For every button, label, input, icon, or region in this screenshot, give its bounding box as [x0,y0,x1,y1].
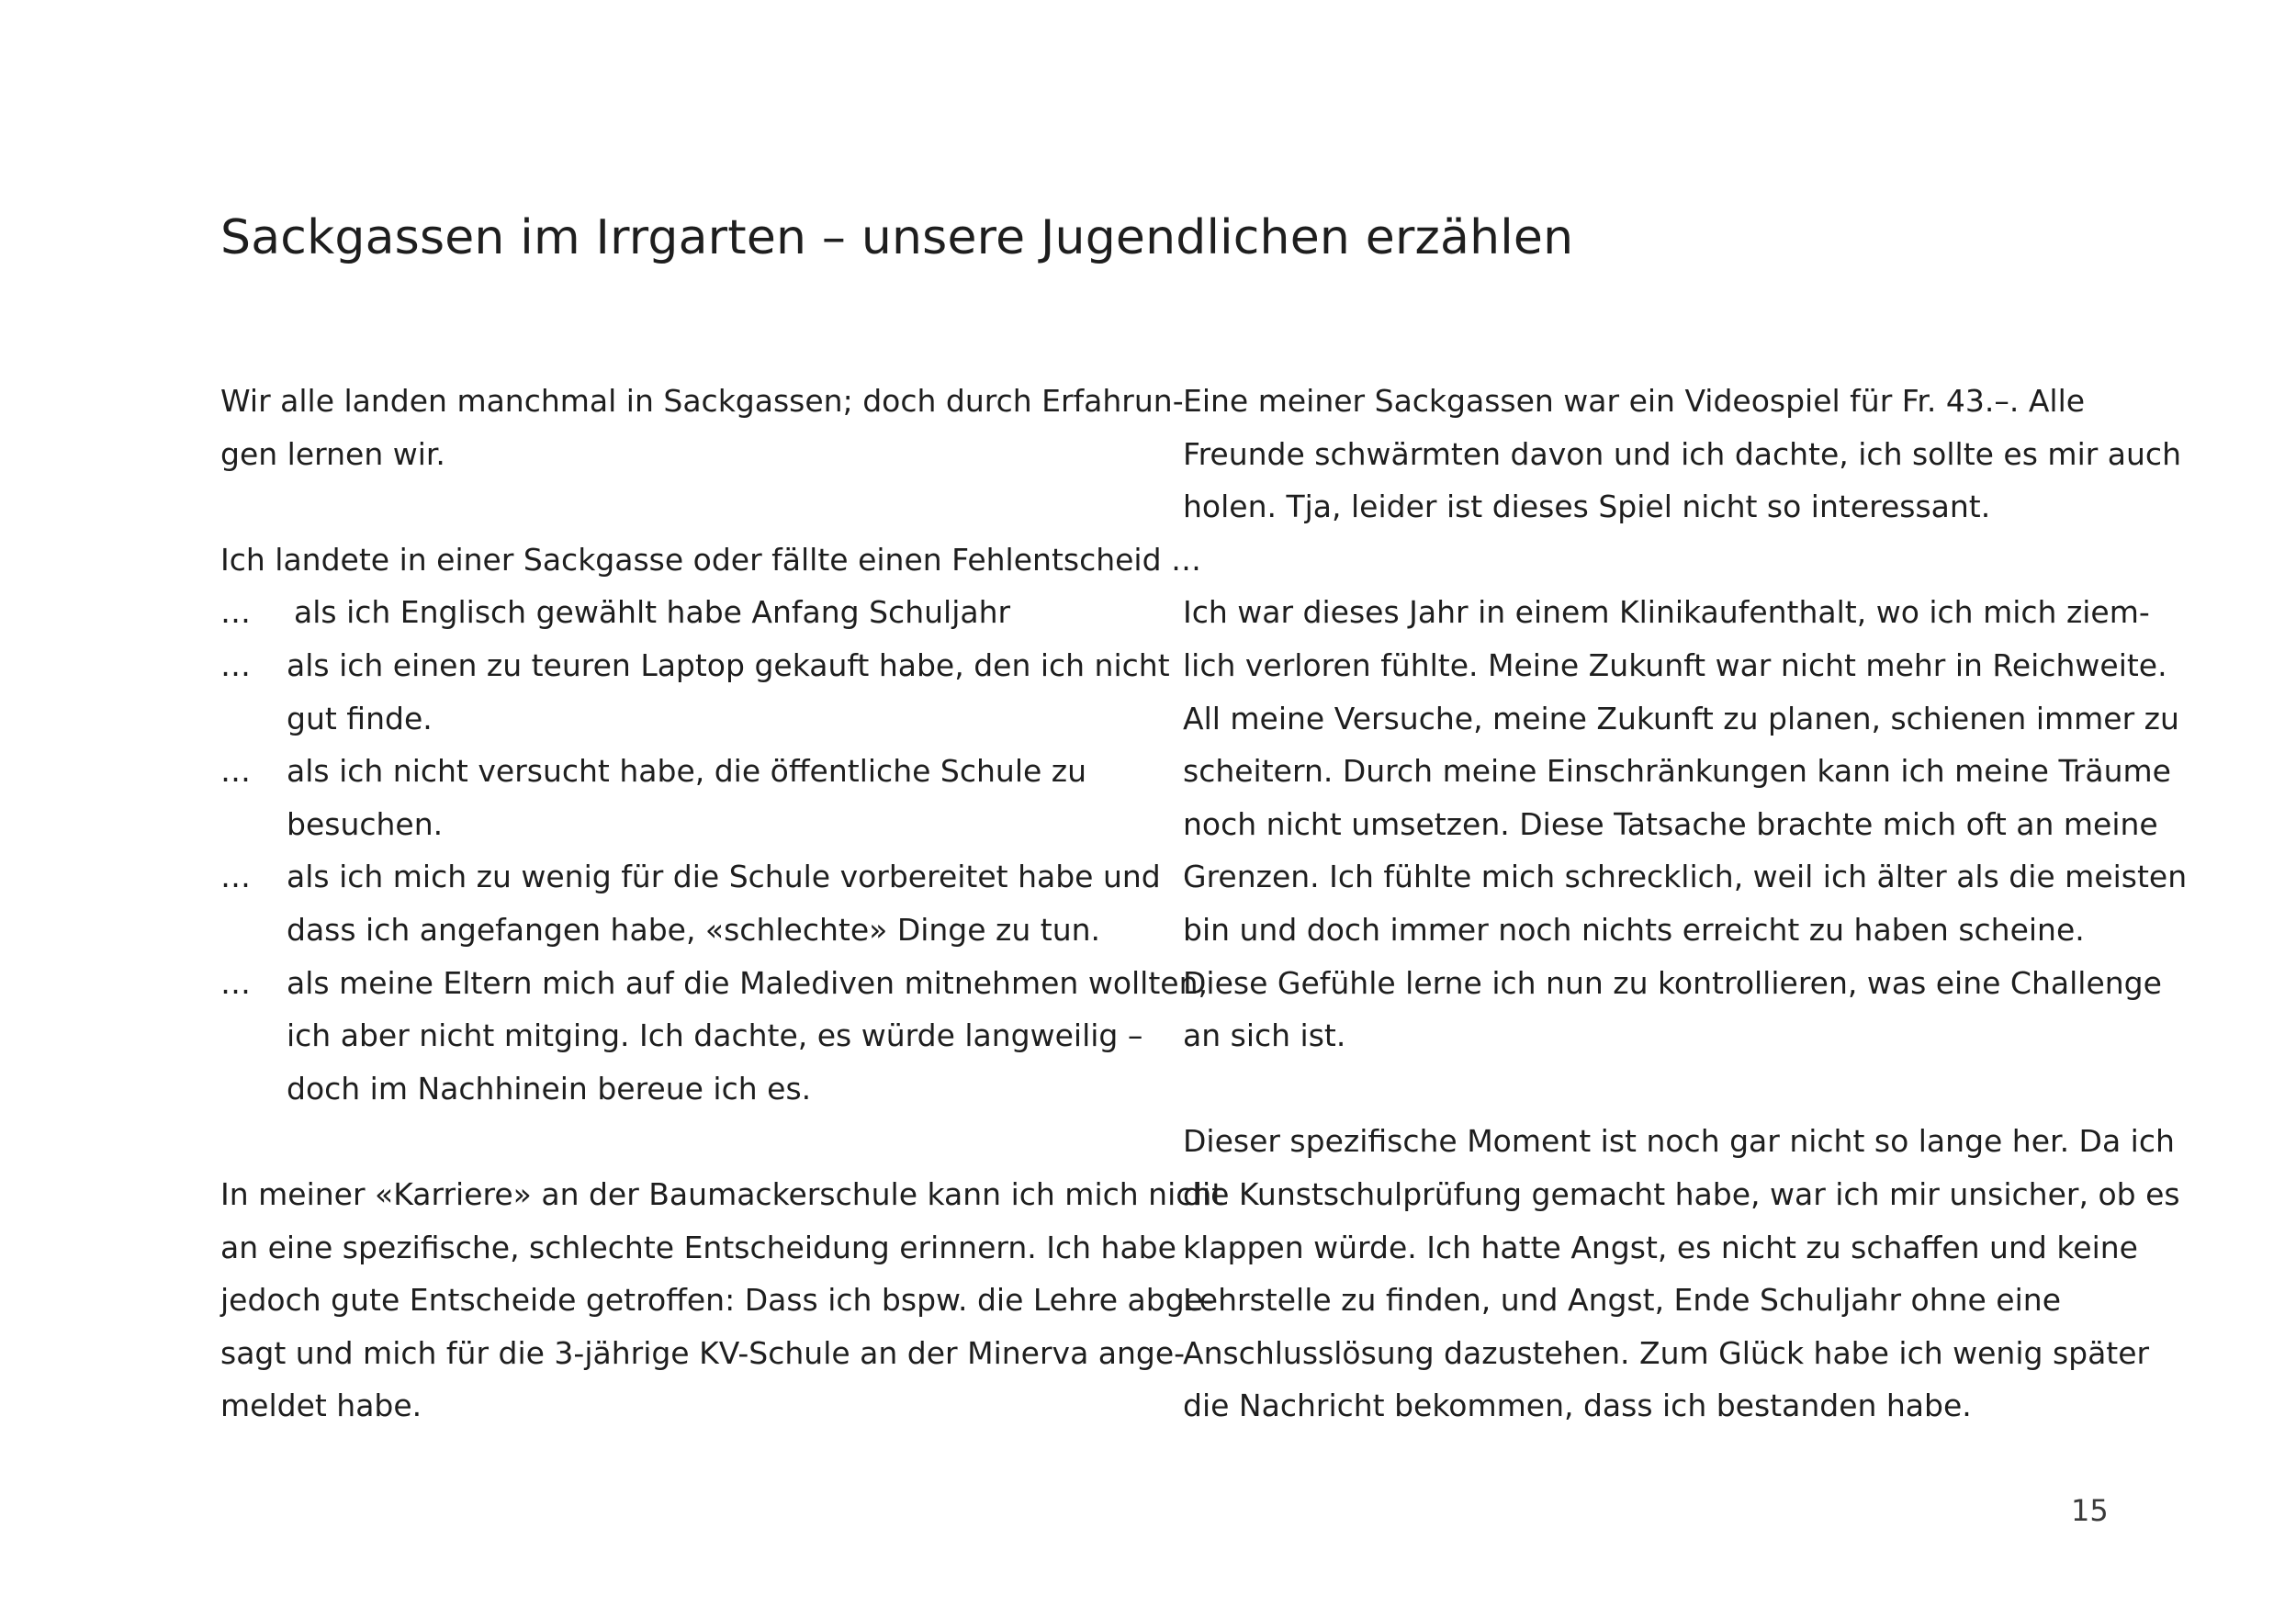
left-column [220,375,1224,1433]
text-line: Wir alle landen manchmal in Sackgassen; doch durch Erfahrun- [220,383,1184,419]
list-item [220,957,1208,1116]
list-item-text: als ich mich zu wenig für die Schule vorbereitet habe und [287,859,1161,895]
text-line: Freunde schwärmten davon und ich dachte, ich sollte es mir auch [1183,435,2181,472]
list-item-text: als ich einen zu teuren Laptop gekauft habe, den ich nicht [287,646,1170,683]
text-line: gen lernen wir. [220,435,445,472]
text-line: sagt und mich für die 3-jährige KV-Schule an der Minerva ange- [220,1334,1186,1371]
text-line: scheitern. Durch meine Einschränkungen kann ich meine Träume [1183,753,2171,790]
list-item-text: als ich nicht versucht habe, die öffentliche Schule zu [287,753,1087,790]
ellipsis-marker: … [220,964,251,1001]
text-line: die Nachricht bekommen, dass ich bestanden habe. [1183,1388,1972,1424]
text-line: Grenzen. Ich fühlte mich schrecklich, weil ich älter als die meisten [1183,859,2188,895]
dead-end-list [220,586,1208,1115]
list-item-text: als meine Eltern mich auf die Malediven mitnehmen wollten, [287,964,1208,1001]
list-item-text: gut finde. [287,700,433,736]
ellipsis-marker: … [220,859,251,895]
text-line: noch nicht umsetzen. Diese Tatsache brachte mich oft an meine [1183,805,2158,842]
text-line: an sich ist. [1183,1017,1346,1054]
intro-paragraph [220,375,1184,480]
text-line: bin und doch immer noch nichts erreicht zu haben scheine. [1183,911,2085,948]
text-line: Diese Gefühle lerne ich nun zu kontrollieren, was eine Challenge [1183,964,2162,1001]
text-line: All meine Versuche, meine Zukunft zu planen, schienen immer zu [1183,700,2179,736]
text-line: klappen würde. Ich hatte Angst, es nicht zu schaffen und keine [1183,1229,2138,1265]
ellipsis-marker: … [220,753,251,790]
list-lead: Ich landete in einer Sackgasse oder fällte einen Fehlentscheid … [220,541,1202,578]
list-item-text: ich aber nicht mitging. Ich dachte, es würde langweilig – [287,1017,1143,1054]
list-item-text: doch im Nachhinein bereue ich es. [287,1070,812,1107]
text-line: die Kunstschulprüfung gemacht habe, war ich mir unsicher, ob es [1183,1175,2180,1212]
text-line: an eine spezifische, schlechte Entscheidung erinnern. Ich habe [220,1229,1176,1265]
list-item-text: besuchen. [287,805,444,842]
story-paragraph-clinic [1183,586,2188,1062]
ellipsis-marker: … [220,646,251,683]
story-paragraph-art-school [1183,1115,2180,1433]
right-column [1183,375,2188,1433]
page-title: Sackgassen im Irrgarten – unsere Jugendlichen erzählen [220,210,1574,265]
page-number: 15 [2071,1493,2109,1528]
text-line: lich verloren fühlte. Meine Zukunft war nicht mehr in Reichweite. [1183,646,2167,683]
list-item [220,745,1157,850]
text-line: Lehrstelle zu finden, und Angst, Ende Schuljahr ohne eine [1183,1282,2062,1319]
closing-paragraph [220,1168,1224,1433]
text-line: holen. Tja, leider ist dieses Spiel nicht so interessant. [1183,489,1991,525]
ellipsis-marker: … [220,594,251,631]
story-paragraph-videogame [1183,375,2181,534]
list-item [220,639,1170,745]
text-line: jedoch gute Entscheide getroffen: Dass ich bspw. die Lehre abge- [220,1282,1214,1319]
text-line: Dieser spezifische Moment ist noch gar nicht so lange her. Da ich [1183,1123,2175,1160]
list-item-text: dass ich angefangen habe, «schlechte» Dinge zu tun. [287,911,1101,948]
list-item-text: als ich Englisch gewählt habe Anfang Schuljahr [294,594,1011,631]
list-item [220,850,1161,956]
text-line: Ich war dieses Jahr in einem Klinikaufenthalt, wo ich mich ziem- [1183,594,2150,631]
text-line: Eine meiner Sackgassen war ein Videospiel für Fr. 43.–. Alle [1183,383,2086,419]
text-line: meldet habe. [220,1388,422,1424]
text-line: In meiner «Karriere» an der Baumackerschule kann ich mich nicht [220,1175,1224,1212]
text-line: Anschlusslösung dazustehen. Zum Glück habe ich wenig später [1183,1334,2150,1371]
list-item [220,586,1157,639]
